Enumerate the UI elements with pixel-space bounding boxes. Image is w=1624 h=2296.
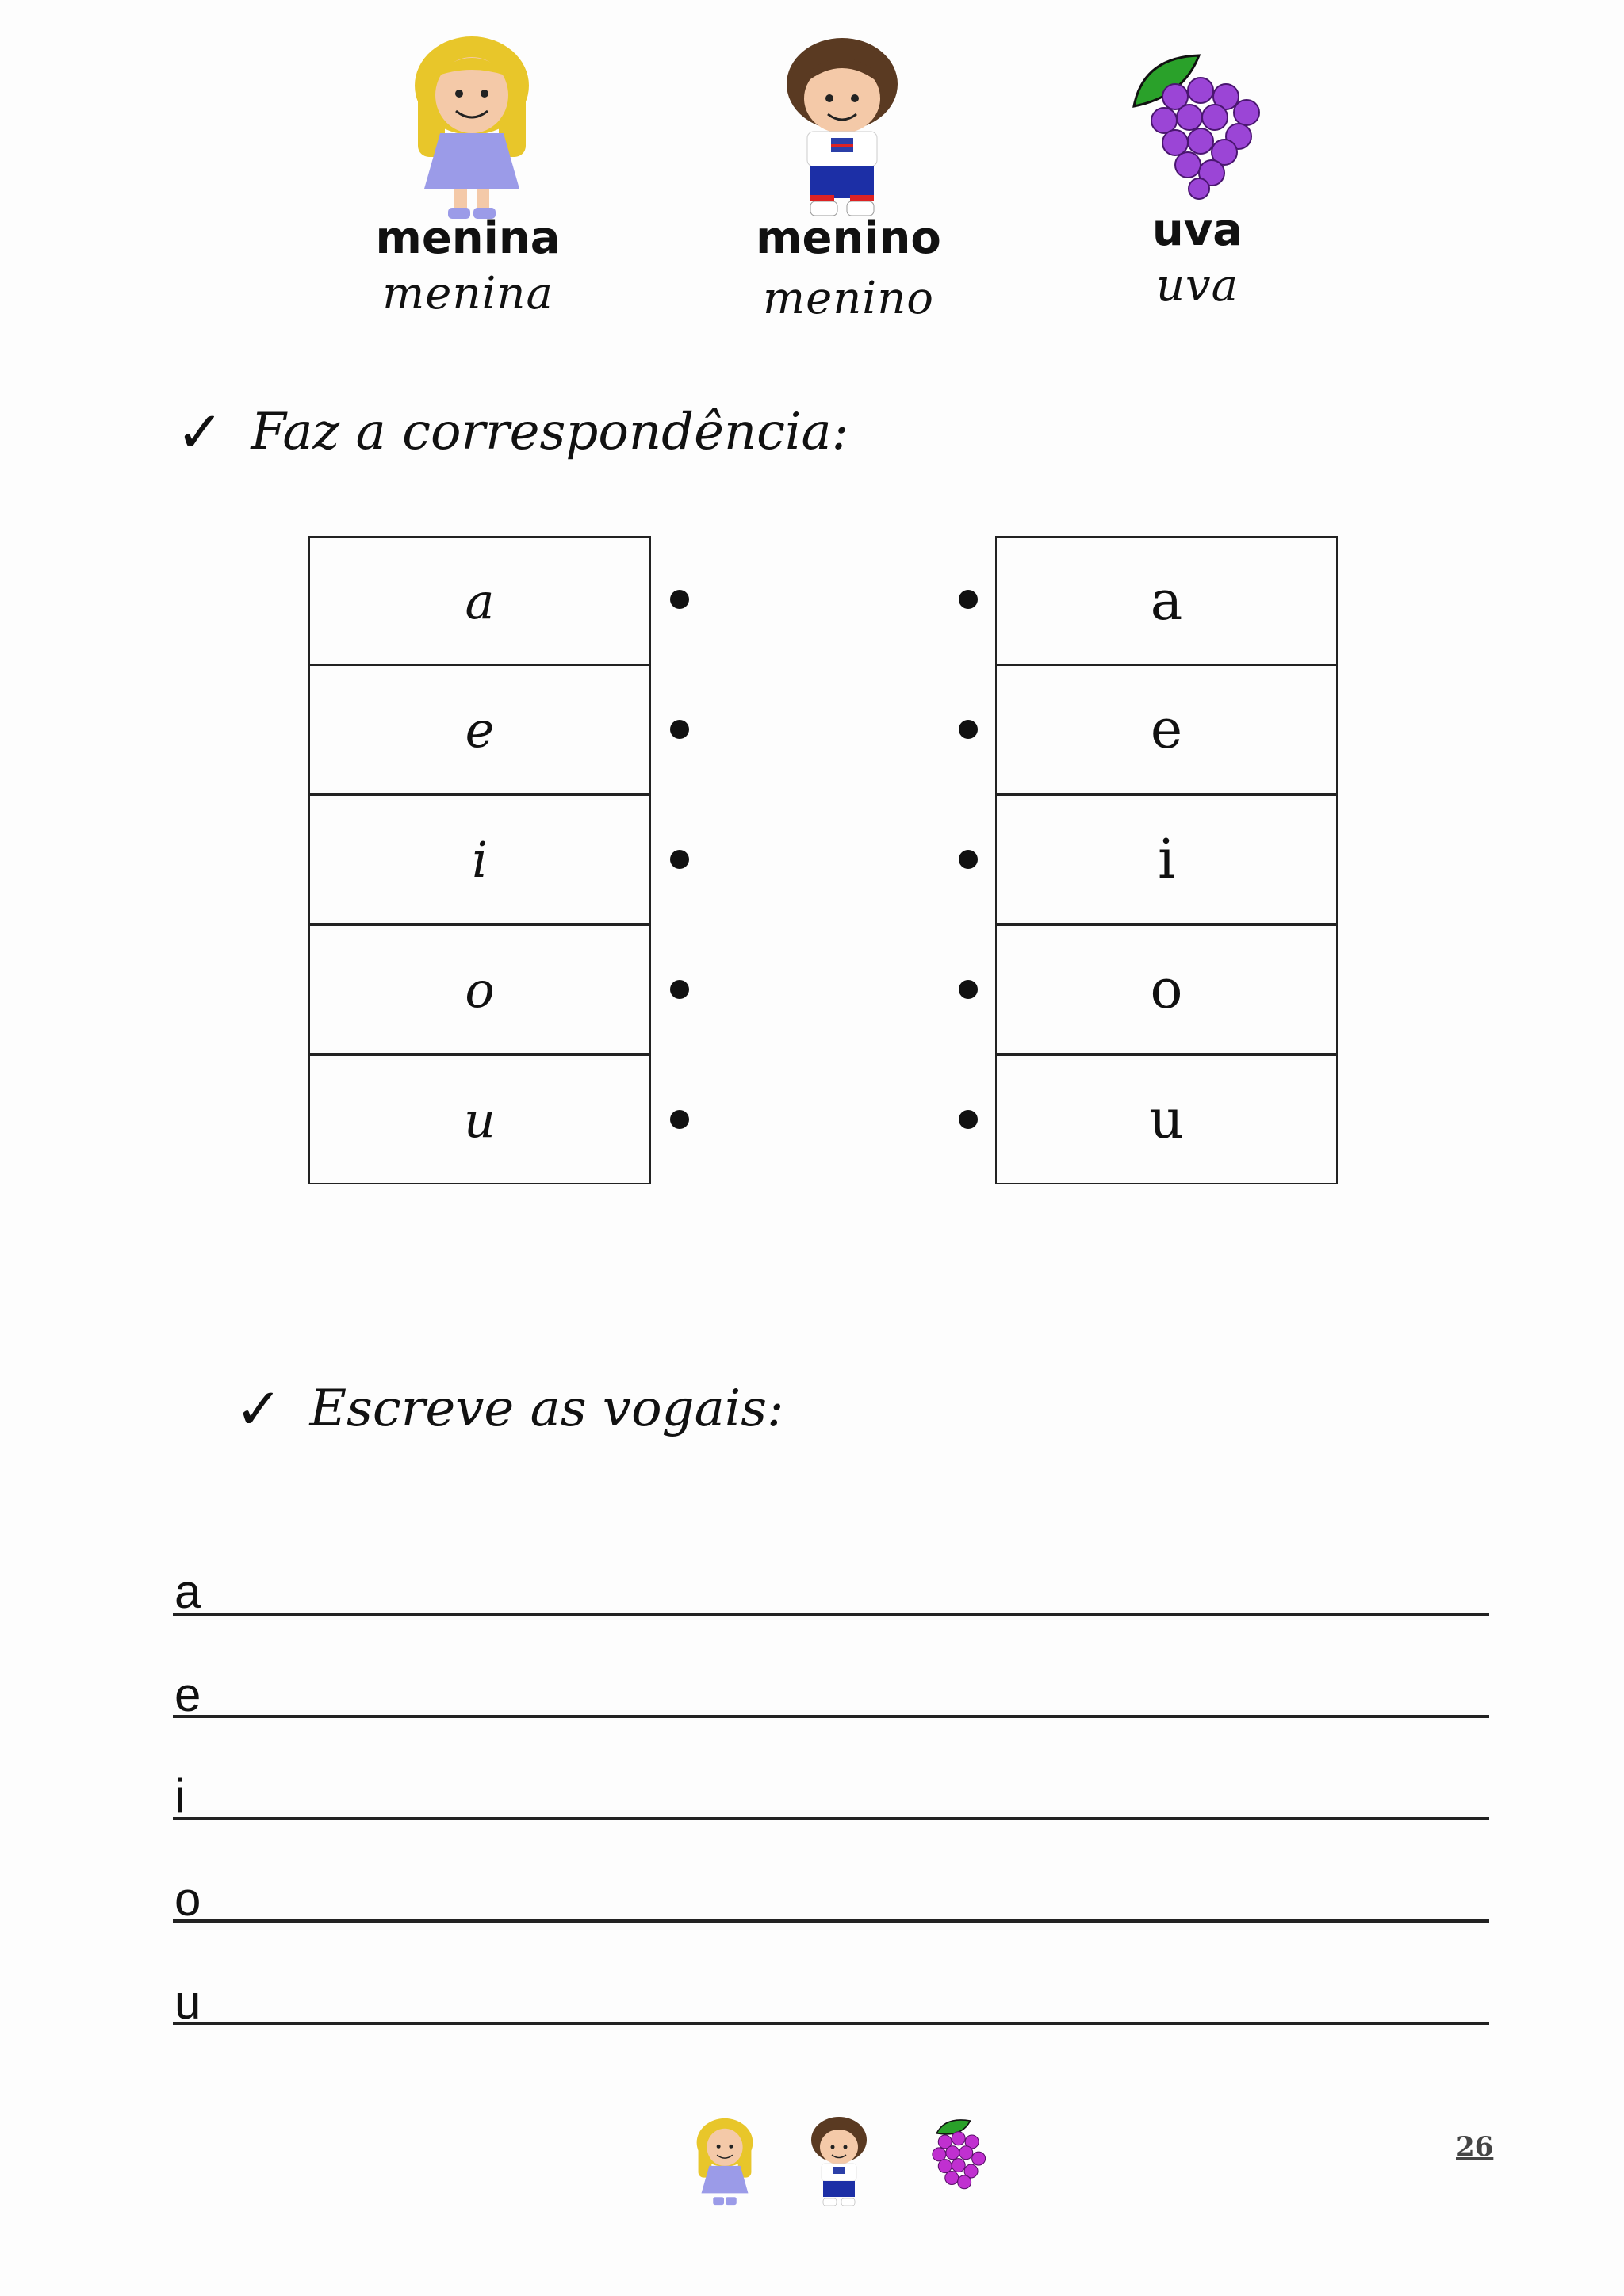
right-box bbox=[995, 664, 1338, 794]
girl-icon bbox=[408, 30, 535, 220]
right-box bbox=[995, 924, 1338, 1054]
line-letter: e bbox=[174, 1668, 201, 1721]
match-dot-left[interactable] bbox=[670, 1110, 689, 1129]
right-box bbox=[995, 1054, 1338, 1184]
cursive-letter: i bbox=[472, 830, 488, 889]
line-letter: a bbox=[174, 1565, 201, 1618]
left-box bbox=[308, 664, 651, 794]
boy-icon bbox=[779, 32, 906, 222]
boy-icon bbox=[807, 2114, 871, 2209]
writing-line[interactable] bbox=[173, 1715, 1489, 1718]
word-cursive-menina: menina bbox=[382, 268, 553, 320]
writing-line[interactable] bbox=[173, 1613, 1489, 1616]
match-dot-right[interactable] bbox=[959, 980, 978, 999]
match-dot-right[interactable] bbox=[959, 590, 978, 609]
girl-icon bbox=[693, 2115, 756, 2209]
checkmark-icon: ✓ bbox=[235, 1376, 283, 1442]
match-dot-right[interactable] bbox=[959, 850, 978, 869]
instruction-text: Faz a correspondência: bbox=[251, 403, 849, 461]
instruction-text: Escreve as vogais: bbox=[309, 1380, 784, 1438]
left-box bbox=[308, 794, 651, 924]
page-number: 26 bbox=[1456, 2131, 1494, 2163]
writing-line[interactable] bbox=[173, 2022, 1489, 2025]
word-cursive-uva: uva bbox=[1155, 260, 1239, 312]
match-dot-left[interactable] bbox=[670, 980, 689, 999]
word-cursive-menino: menino bbox=[763, 273, 934, 324]
right-box bbox=[995, 536, 1338, 666]
instruction-matching bbox=[176, 399, 849, 465]
cursive-letter: u bbox=[464, 1090, 496, 1149]
print-letter: a bbox=[1150, 569, 1183, 633]
word-print-menino: menino bbox=[756, 212, 941, 264]
line-letter: o bbox=[174, 1873, 201, 1926]
match-dot-left[interactable] bbox=[670, 850, 689, 869]
left-box bbox=[308, 924, 651, 1054]
print-letter: e bbox=[1150, 698, 1183, 761]
match-dot-right[interactable] bbox=[959, 720, 978, 739]
cursive-letter: a bbox=[465, 572, 495, 630]
writing-line[interactable] bbox=[173, 1817, 1489, 1820]
print-letter: i bbox=[1158, 828, 1175, 891]
word-print-uva: uva bbox=[1151, 205, 1243, 256]
match-dot-left[interactable] bbox=[670, 720, 689, 739]
line-letter: i bbox=[174, 1770, 186, 1823]
left-box bbox=[308, 1054, 651, 1184]
cursive-letter: e bbox=[465, 700, 495, 759]
grapes-icon bbox=[920, 2115, 991, 2198]
match-dot-left[interactable] bbox=[670, 590, 689, 609]
checkmark-icon: ✓ bbox=[176, 399, 224, 465]
writing-line[interactable] bbox=[173, 1919, 1489, 1923]
instruction-write-vowels bbox=[235, 1376, 784, 1442]
print-letter: o bbox=[1150, 958, 1183, 1021]
match-dot-right[interactable] bbox=[959, 1110, 978, 1129]
line-letter: u bbox=[174, 1976, 201, 2029]
grapes-icon bbox=[1128, 49, 1262, 200]
word-print-menina: menina bbox=[375, 212, 561, 264]
cursive-letter: o bbox=[465, 960, 495, 1019]
right-box bbox=[995, 794, 1338, 924]
print-letter: u bbox=[1149, 1088, 1184, 1151]
left-box bbox=[308, 536, 651, 666]
